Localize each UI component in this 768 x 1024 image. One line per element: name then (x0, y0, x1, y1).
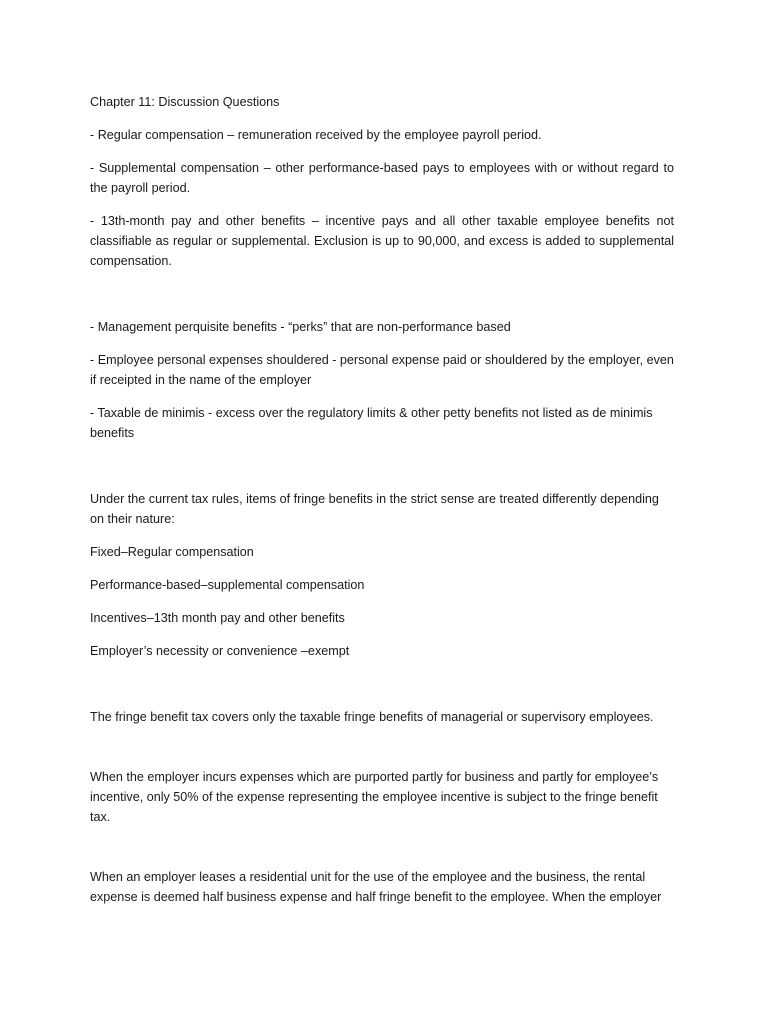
item-taxable-de-minimis: - Taxable de minimis - excess over the regulatory limits & other petty benefits not listed as de minimis benefits (90, 406, 653, 440)
item-regular-compensation: - Regular compensation – remuneration received by the employee payroll period. (90, 128, 542, 142)
treatment-fixed: Fixed–Regular compensation (90, 545, 254, 559)
document-title: Chapter 11: Discussion Questions (90, 95, 280, 109)
paragraph-fringe-benefit-tax: The fringe benefit tax covers only the taxable fringe benefits of managerial or supervisory employees. (90, 710, 654, 724)
item-13th-month-pay: - 13th-month pay and other benefits – incentive pays and all other taxable employee benefits not classifiable as regular or supplemental. Exclusion is up to 90,000, and excess is added to supplemental compensation. (90, 214, 674, 268)
item-personal-expenses: - Employee personal expenses shouldered - personal expense paid or shouldered by the employer, even if receipted in the name of the employer (90, 353, 674, 387)
treatment-incentives: Incentives–13th month pay and other benefits (90, 611, 345, 625)
item-management-perquisite: - Management perquisite benefits - “perks” that are non-performance based (90, 320, 511, 334)
treatment-employer-necessity: Employer’s necessity or convenience –exempt (90, 644, 350, 658)
paragraph-mixed-expenses: When the employer incurs expenses which are purported partly for business and partly for employee’s incentive, only 50% of the expense representing the employee incentive is subject to the fringe benefit tax. (90, 770, 659, 824)
document-page (90, 92, 674, 907)
paragraph-residential-lease: When an employer leases a residential unit for the use of the employee and the business, the rental expense is deemed half business expense and half fringe benefit to the employee. When the employer (90, 870, 662, 904)
treatment-performance-based: Performance-based–supplemental compensation (90, 578, 365, 592)
paragraph-intro: Under the current tax rules, items of fringe benefits in the strict sense are treated differently depending on their nature: (90, 492, 659, 526)
item-supplemental-compensation: - Supplemental compensation – other performance-based pays to employees with or without regard to the payroll period. (90, 161, 674, 195)
